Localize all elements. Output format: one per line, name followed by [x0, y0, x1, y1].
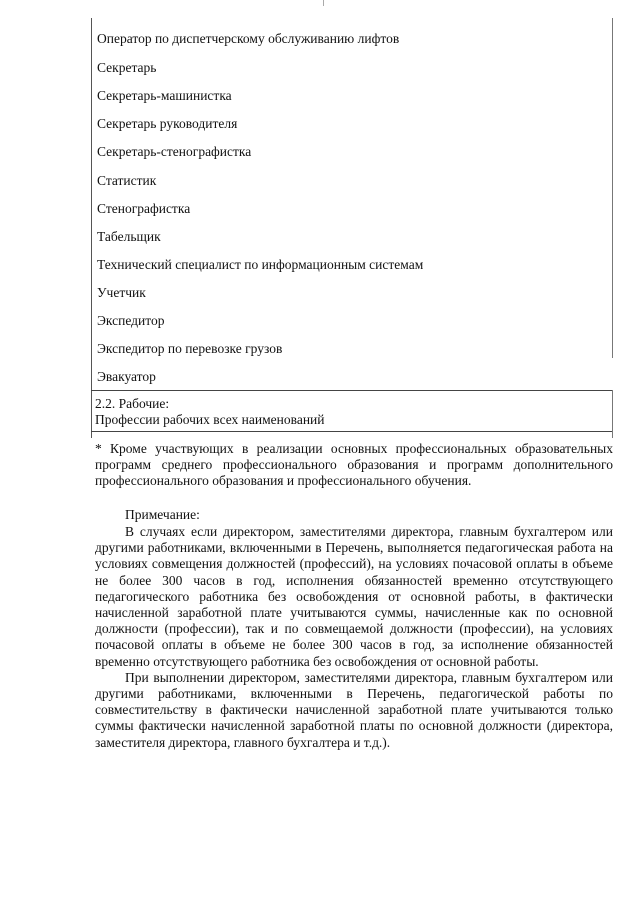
note-label: Примечание:	[125, 507, 200, 522]
table-rule	[91, 390, 612, 391]
table-left-border	[91, 18, 92, 438]
position-row: Секретарь руководителя	[97, 116, 238, 131]
table-bottom-rule	[91, 431, 612, 432]
position-row: Секретарь-машинистка	[97, 88, 232, 103]
position-row: Оператор по диспетчерскому обслуживанию лифтов	[97, 31, 400, 46]
position-row: Технический специалист по информационным системам	[97, 257, 424, 272]
position-row: Экспедитор	[97, 313, 165, 328]
position-row: Эвакуатор	[97, 369, 156, 384]
note-paragraph: При выполнении директором, заместителями директора, главным бухгалтером или другими работниками, включенными в Перечень, педагогической работы по совместительству в фактически начисленной заработной плате учитываются только суммы фактически начисленной заработной платы по основной должности (директора, заместителя директора, главного бухгалтера и т.д.).	[95, 669, 613, 750]
position-row: Табельщик	[97, 229, 161, 244]
note-paragraph: В случаях если директором, заместителями директора, главным бухгалтером или другими работниками, включенными в Перечень, выполняется педагогическая работа на условиях совмещения должностей (профессий), на условиях почасовой оплаты в объеме не более 300 часов в год, исполнения обязанностей временно отсутствующего педагогического работника без освобождения от основной работы, в фактически начисленной заработной плате учитываются суммы, начисленные как по основной должности (профессии), так и по совмещаемой должности (профессии), на условиях почасовой оплаты в объеме не более 300 часов в год, за исполнение обязанностей временно отсутствующего работника без освобождения от основной работы.	[95, 524, 613, 669]
table-right-border-lower	[612, 390, 613, 438]
position-row: Статистик	[97, 173, 157, 188]
footnote	[95, 441, 613, 490]
position-row: Секретарь	[97, 60, 157, 75]
position-row: Секретарь-стенографистка	[97, 144, 252, 159]
note-body	[95, 524, 613, 751]
footnote-text: * Кроме участвующих в реализации основных профессиональных образовательных программ среднего профессионального образования и программ дополнительного профессионального образования и профессионального обучения.	[95, 441, 613, 489]
position-row: Стенографистка	[97, 201, 191, 216]
scan-mark	[323, 0, 324, 6]
section-item: Профессии рабочих всех наименований	[95, 412, 325, 427]
table-right-border	[612, 18, 613, 358]
position-row: Учетчик	[97, 285, 146, 300]
position-row: Экспедитор по перевозке грузов	[97, 341, 283, 356]
section-heading: 2.2. Рабочие:	[95, 396, 170, 411]
